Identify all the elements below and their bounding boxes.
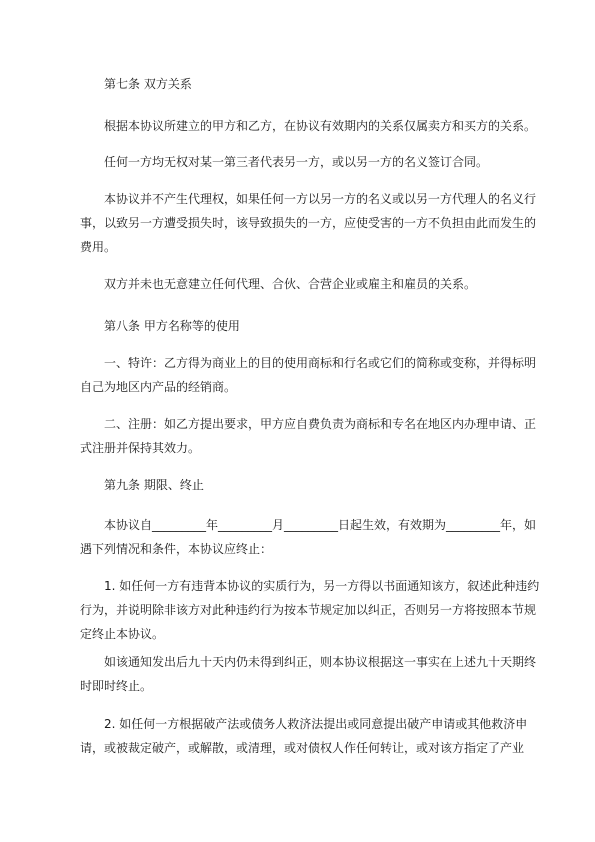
paragraph: 双方并未也无意建立任何代理、合伙、合营企业或雇主和雇员的关系。: [104, 277, 477, 291]
paragraph: 一、特许：乙方得为商业上的目的使用商标和行名或它们的简称或变称，并得标明自己为地区内产品的经销商。: [80, 356, 537, 394]
paragraph: 根据本协议所建立的甲方和乙方，在协议有效期内的关系仅属卖方和买方的关系。: [104, 119, 537, 133]
paragraph: 如该通知发出后九十天内仍未得到纠正，则本协议根据这一事实在上述九十天期终时即时终止。: [80, 655, 537, 693]
article-8-heading: 第八条 甲方名称等的使用: [104, 319, 240, 333]
article-9-heading: 第九条 期限、终止: [104, 478, 204, 492]
article-7-heading: 第七条 双方关系: [104, 77, 192, 91]
paragraph: 2. 如任何一方根据破产法或债务人救济法提出或同意提出破产申请或其他救济申请，或被裁定破产，或解散，或清理，或对债权人作任何转让，或对该方指定了产业: [80, 717, 528, 755]
paragraph: 本协议自_________年_________月_________日起生效，有效期为_________年，如遇下列情况和条件，本协议应终止：: [80, 518, 537, 556]
paragraph: 1. 如任何一方有违背本协议的实质行为，另一方得以书面通知该方，叙述此种违约行为，并说明除非该方对此种违约行为按本节规定加以纠正，否则另一方将按照本节规定终止本协议。: [80, 579, 540, 641]
paragraph: 本协议并不产生代理权，如果任何一方以另一方的名义或以另一方代理人的名义行事，以致另一方遭受损失时，该导致损失的一方，应使受害的一方不负担由此而发生的费用。: [80, 192, 537, 254]
paragraph: 任何一方均无权对某一第三者代表另一方，或以另一方的名义签订合同。: [104, 155, 489, 169]
paragraph: 二、注册：如乙方提出要求，甲方应自费负责为商标和专名在地区内办理申请、正式注册并保持其效力。: [80, 417, 537, 455]
